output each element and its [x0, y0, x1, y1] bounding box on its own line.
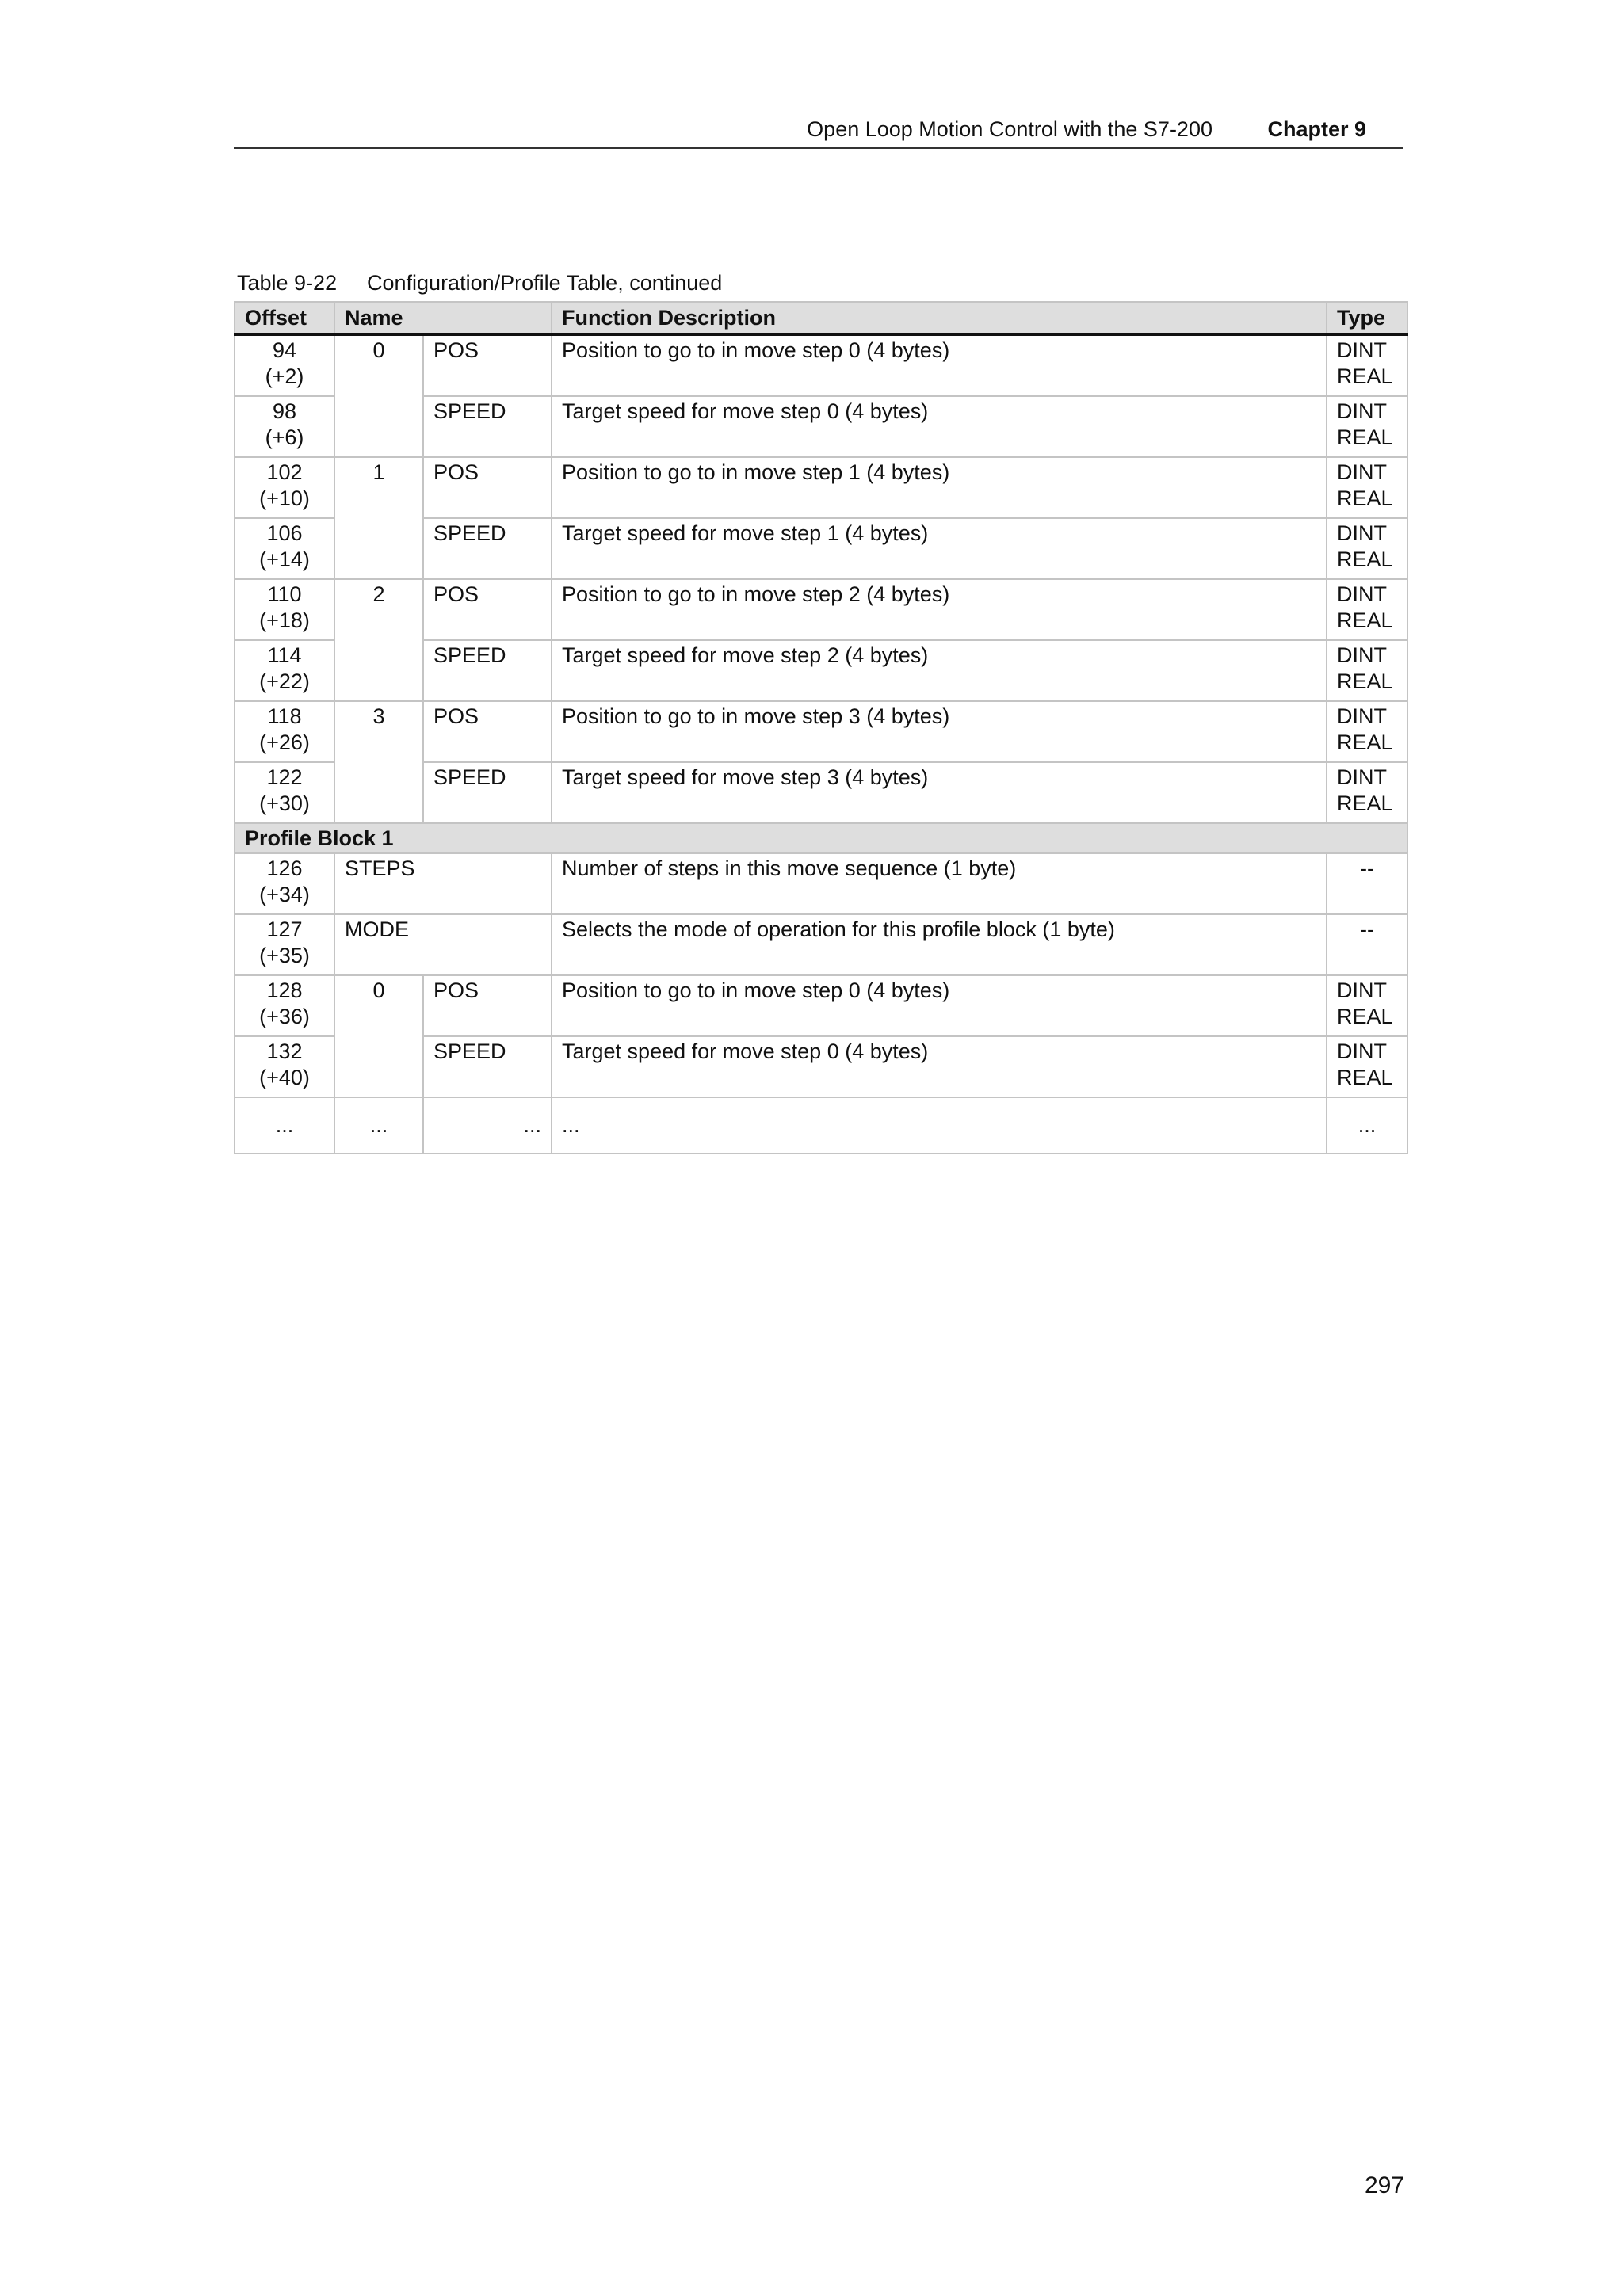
type-cell: DINT REAL [1327, 334, 1407, 396]
configuration-profile-table [234, 301, 1408, 1154]
table-row [235, 579, 1407, 640]
description-cell: Selects the mode of operation for this profile block (1 byte) [552, 914, 1327, 975]
offset-cell: 106 (+14) [235, 518, 334, 579]
description-cell: Target speed for move step 2 (4 bytes) [552, 640, 1327, 701]
offset-cell: 122 (+30) [235, 762, 334, 823]
offset-cell: 118 (+26) [235, 701, 334, 762]
offset-cell: 126 (+34) [235, 853, 334, 914]
type-cell: DINT REAL [1327, 762, 1407, 823]
description-cell: Target speed for move step 3 (4 bytes) [552, 762, 1327, 823]
type-cell: DINT REAL [1327, 396, 1407, 457]
step-cell: 0 [334, 334, 423, 457]
type-cell: DINT REAL [1327, 975, 1407, 1036]
description-cell: Position to go to in move step 0 (4 bytes) [552, 334, 1327, 396]
table-row [235, 334, 1407, 396]
name-cell: STEPS [334, 853, 552, 914]
ellipsis-cell: ... [235, 1097, 334, 1154]
section-row [235, 823, 1407, 853]
table-row [235, 701, 1407, 762]
type-cell: DINT REAL [1327, 457, 1407, 518]
field-cell: POS [423, 975, 552, 1036]
type-cell: DINT REAL [1327, 640, 1407, 701]
field-cell: POS [423, 334, 552, 396]
field-cell: POS [423, 579, 552, 640]
table-title: Configuration/Profile Table, continued [367, 271, 723, 295]
offset-cell: 132 (+40) [235, 1036, 334, 1097]
ellipsis-cell: ... [552, 1097, 1327, 1154]
step-cell: 2 [334, 579, 423, 701]
type-cell: DINT REAL [1327, 1036, 1407, 1097]
running-title: Open Loop Motion Control with the S7-200 [807, 117, 1212, 141]
table-row [235, 975, 1407, 1036]
table-row [235, 914, 1407, 975]
type-cell: DINT REAL [1327, 518, 1407, 579]
offset-cell: 110 (+18) [235, 579, 334, 640]
col-function-header: Function Description [552, 302, 1327, 334]
description-cell: Position to go to in move step 0 (4 bytes) [552, 975, 1327, 1036]
offset-cell: 128 (+36) [235, 975, 334, 1036]
type-cell: DINT REAL [1327, 579, 1407, 640]
field-cell: SPEED [423, 518, 552, 579]
type-cell: -- [1327, 853, 1407, 914]
field-cell: SPEED [423, 396, 552, 457]
description-cell: Target speed for move step 1 (4 bytes) [552, 518, 1327, 579]
name-cell: MODE [334, 914, 552, 975]
offset-cell: 102 (+10) [235, 457, 334, 518]
table-header-row [235, 302, 1407, 334]
step-cell: 0 [334, 975, 423, 1097]
field-cell: SPEED [423, 762, 552, 823]
description-cell: Position to go to in move step 2 (4 bytes) [552, 579, 1327, 640]
table-row [235, 457, 1407, 518]
page-header [234, 114, 1403, 149]
offset-cell: 98 (+6) [235, 396, 334, 457]
offset-cell: 94 (+2) [235, 334, 334, 396]
field-cell: POS [423, 457, 552, 518]
description-cell: Target speed for move step 0 (4 bytes) [552, 1036, 1327, 1097]
col-name-header: Name [334, 302, 552, 334]
col-offset-header: Offset [235, 302, 334, 334]
ellipsis-cell: ... [423, 1097, 552, 1154]
ellipsis-row [235, 1097, 1407, 1154]
field-cell: SPEED [423, 1036, 552, 1097]
ellipsis-cell: ... [334, 1097, 423, 1154]
table-row [235, 853, 1407, 914]
col-type-header: Type [1327, 302, 1407, 334]
table-caption [237, 271, 722, 296]
step-cell: 1 [334, 457, 423, 579]
type-cell: -- [1327, 914, 1407, 975]
description-cell: Position to go to in move step 1 (4 bytes) [552, 457, 1327, 518]
type-cell: DINT REAL [1327, 701, 1407, 762]
offset-cell: 127 (+35) [235, 914, 334, 975]
field-cell: POS [423, 701, 552, 762]
ellipsis-cell: ... [1327, 1097, 1407, 1154]
profile-block-heading: Profile Block 1 [235, 823, 1407, 853]
chapter-label: Chapter 9 [1267, 117, 1366, 141]
description-cell: Target speed for move step 0 (4 bytes) [552, 396, 1327, 457]
description-cell: Position to go to in move step 3 (4 bytes) [552, 701, 1327, 762]
table-number: Table 9-22 [237, 271, 338, 295]
offset-cell: 114 (+22) [235, 640, 334, 701]
description-cell: Number of steps in this move sequence (1 byte) [552, 853, 1327, 914]
step-cell: 3 [334, 701, 423, 823]
page-number: 297 [1364, 2172, 1404, 2199]
field-cell: SPEED [423, 640, 552, 701]
